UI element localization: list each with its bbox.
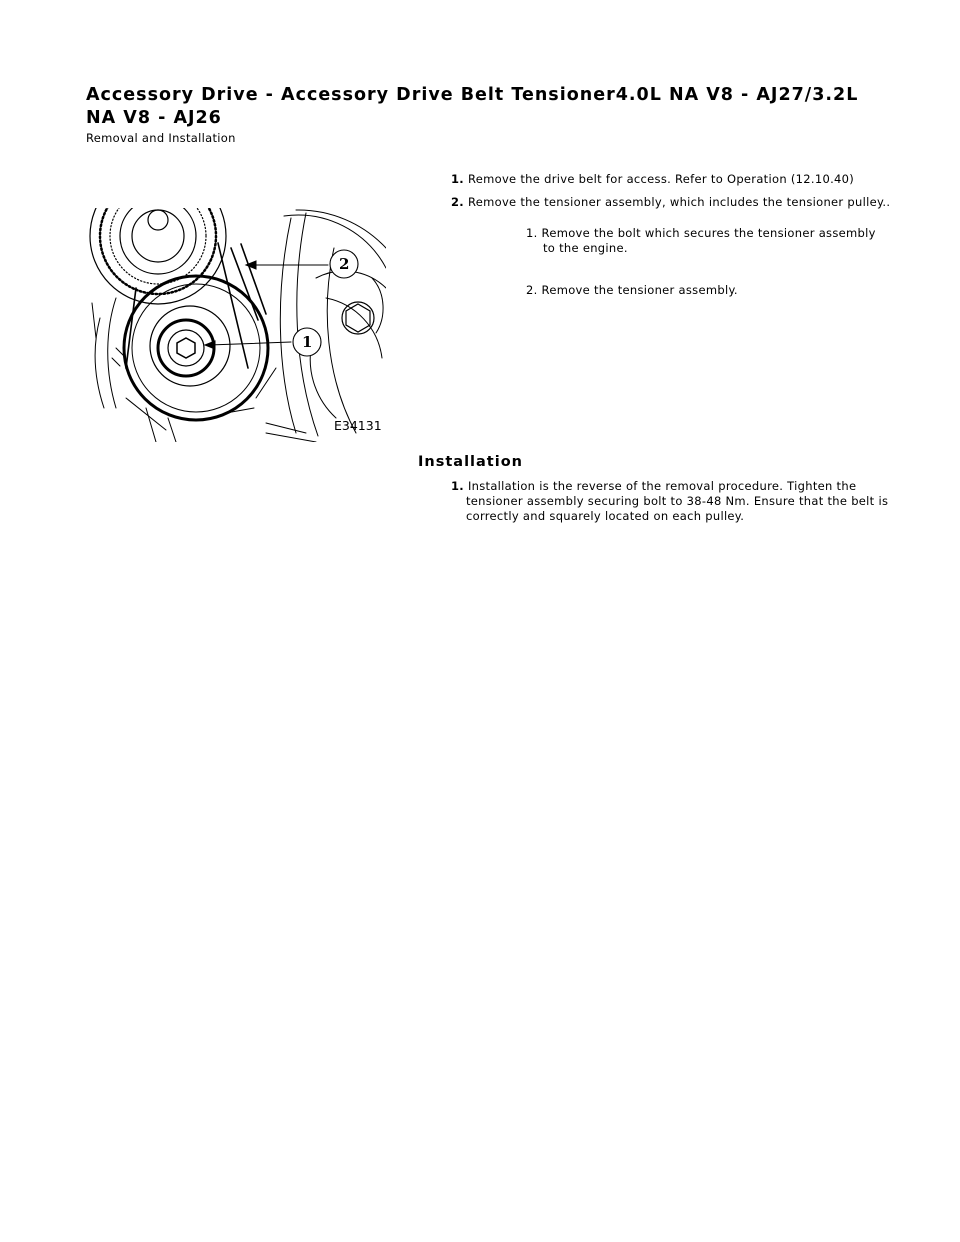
substep-number: 2. [526,283,538,297]
step-number: 2. [451,195,464,209]
page-subtitle: Removal and Installation [86,131,236,145]
page-title: Accessory Drive - Accessory Drive Belt Tensioner4.0L NA V8 - AJ27/3.2L NA V8 - AJ26 [86,85,859,128]
substep-number: 1. [526,226,538,240]
substep-2 [526,283,891,298]
removal-step-2 [451,195,891,298]
upper-pulley [90,208,226,304]
step-number: 1. [451,479,464,493]
step-number: 1. [451,172,464,186]
tensioner-pulley [124,276,268,420]
installation-step-1 [451,479,891,524]
engine-bolt [342,302,374,334]
drive-belt [126,243,266,368]
tensioner-illustration [86,208,386,442]
substep-1 [526,226,891,256]
removal-step-2-substeps [466,226,891,298]
step-text: Remove the drive belt for access. Refer to Operation (12.10.40) [467,172,855,186]
installation-steps [451,479,891,532]
installation-heading: Installation [418,454,523,470]
step-text: Installation is the reverse of the removal procedure. Tighten the tensioner assembly securing bolt to 38-48 Nm. Ensure that the belt is correctly and squarely located on each pulley. [466,479,889,523]
figure-id: E34131 [334,418,382,433]
step-text: Remove the tensioner assembly, which includes the tensioner pulley.. [467,195,891,209]
substep-text: Remove the tensioner assembly. [541,283,738,297]
substep-text: Remove the bolt which secures the tensioner assembly to the engine. [541,226,876,255]
callout-2-label: 2 [339,255,350,273]
removal-steps [451,172,891,325]
removal-step-1 [451,172,891,187]
callout-1-label: 1 [302,333,313,351]
